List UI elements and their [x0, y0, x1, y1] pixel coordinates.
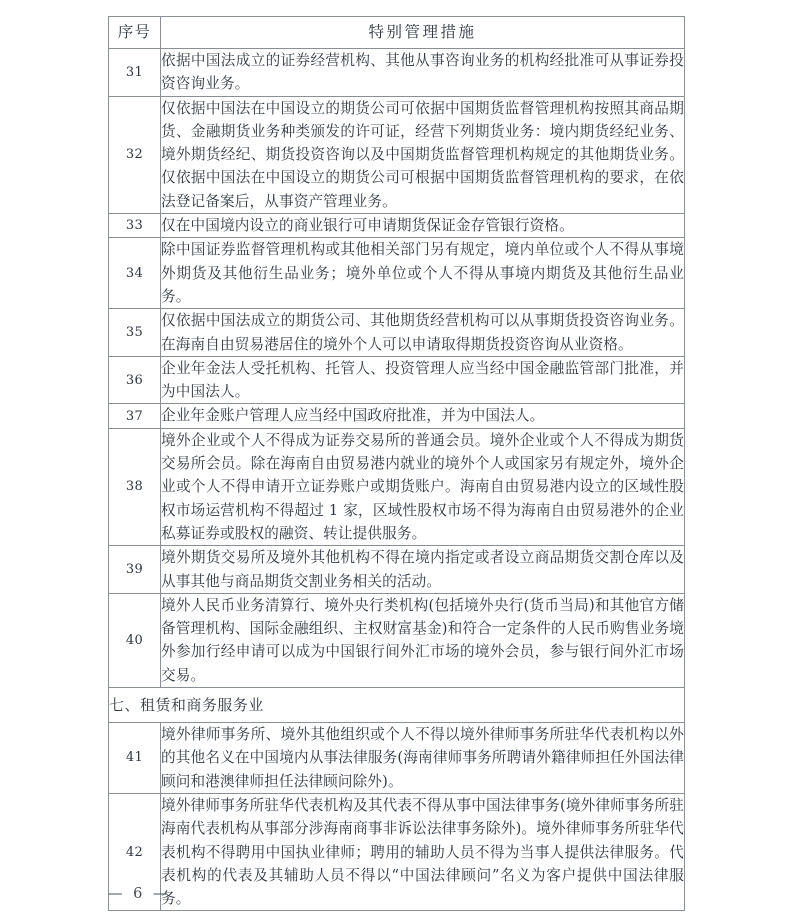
measure-text-cell: 境外律师事务所驻华代表机构及其代表不得从事中国法律事务(境外律师事务所驻海南代表机构从事部分涉海南商事非诉讼法律事务除外)。境外律师事务所驻华代表机构不得聘用中国执业律师；聘用的辅助人员不得为当事人提供法律服务。代表机构的代表及其辅助人员不得以“中国法律顾问”名义为客户提供中国法律服务。	[161, 793, 685, 910]
table-row	[109, 49, 685, 97]
table-row	[109, 214, 685, 238]
row-number-cell: 31	[109, 49, 161, 97]
table-row	[109, 428, 685, 545]
page-number: — 6 —	[108, 886, 171, 902]
row-number-cell: 38	[109, 428, 161, 545]
row-number-cell: 39	[109, 546, 161, 594]
table-row	[109, 723, 685, 794]
table-row	[109, 96, 685, 213]
measure-text-cell: 除中国证券监督管理机构或其他相关部门另有规定，境内单位或个人不得从事境外期货及其他衍生品业务；境外单位或个人不得从事境内期货及其他衍生品业务。	[161, 238, 685, 309]
row-number-cell: 37	[109, 404, 161, 428]
table-body	[109, 49, 685, 911]
table-row	[109, 404, 685, 428]
table-row	[109, 593, 685, 687]
row-number-cell: 40	[109, 593, 161, 687]
table-row	[109, 546, 685, 594]
measure-text-cell: 境外人民币业务清算行、境外央行类机构(包括境外央行(货币当局)和其他官方储备管理机构、国际金融组织、主权财富基金)和符合一定条件的人民币购售业务境外参加行经申请可以成为中国银行间外汇市场的境外会员，参与银行间外汇市场交易。	[161, 593, 685, 687]
row-number-cell: 35	[109, 309, 161, 357]
measure-text-cell: 企业年金账户管理人应当经中国政府批准，并为中国法人。	[161, 404, 685, 428]
measure-text-cell: 境外企业或个人不得成为证券交易所的普通会员。境外企业或个人不得成为期货交易所会员。除在海南自由贸易港内就业的境外个人或国家另有规定外，境外企业或个人不得申请开立证券账户或期货账户。海南自由贸易港内设立的区域性股权市场运营机构不得超过 1 家，区域性股权市场不得为海南自由贸易港外的企业私募证券或股权的融资、转让提供服务。	[161, 428, 685, 545]
row-number-cell: 34	[109, 238, 161, 309]
row-number-cell: 41	[109, 723, 161, 794]
measure-text-cell: 仅依据中国法在中国设立的期货公司可依据中国期货监督管理机构按照其商品期货、金融期货业务种类颁发的许可证，经营下列期货业务：境内期货经纪业务、境外期货经纪、期货投资咨询以及中国期货监督管理机构规定的其他期货业务。仅依据中国法在中国设立的期货公司可根据中国期货监督管理机构的要求，在依法登记备案后，从事资产管理业务。	[161, 96, 685, 213]
table-header	[109, 17, 685, 49]
row-number-cell: 33	[109, 214, 161, 238]
table-row	[109, 238, 685, 309]
special-management-measures-table	[108, 16, 685, 911]
table-row	[109, 309, 685, 357]
column-header-measure: 特别管理措施	[161, 17, 685, 49]
measure-text-cell: 仅依据中国法成立的期货公司、其他期货经营机构可以从事期货投资咨询业务。在海南自由贸易港居住的境外个人可以申请取得期货投资咨询从业资格。	[161, 309, 685, 357]
measure-text-cell: 仅在中国境内设立的商业银行可申请期货保证金存管银行资格。	[161, 214, 685, 238]
row-number-cell: 42	[109, 793, 161, 910]
measure-text-cell: 依据中国法成立的证券经营机构、其他从事咨询业务的机构经批准可从事证券投资咨询业务。	[161, 49, 685, 97]
measure-text-cell: 企业年金法人受托机构、托管人、投资管理人应当经中国金融监管部门批准，并为中国法人。	[161, 356, 685, 404]
row-number-cell: 36	[109, 356, 161, 404]
table-header-row	[109, 17, 685, 49]
row-number-cell: 32	[109, 96, 161, 213]
section-header-label: 七、租赁和商务服务业	[109, 688, 685, 723]
measure-text-cell: 境外期货交易所及境外其他机构不得在境内指定或者设立商品期货交割仓库以及从事其他与商品期货交割业务相关的活动。	[161, 546, 685, 594]
table-section-header-row	[109, 688, 685, 723]
table-row	[109, 356, 685, 404]
column-header-number: 序号	[109, 17, 161, 49]
special-management-measures-table-container	[108, 16, 684, 911]
measure-text-cell: 境外律师事务所、境外其他组织或个人不得以境外律师事务所驻华代表机构以外的其他名义在中国境内从事法律服务(海南律师事务所聘请外籍律师担任外国法律顾问和港澳律师担任法律顾问除外)。	[161, 723, 685, 794]
